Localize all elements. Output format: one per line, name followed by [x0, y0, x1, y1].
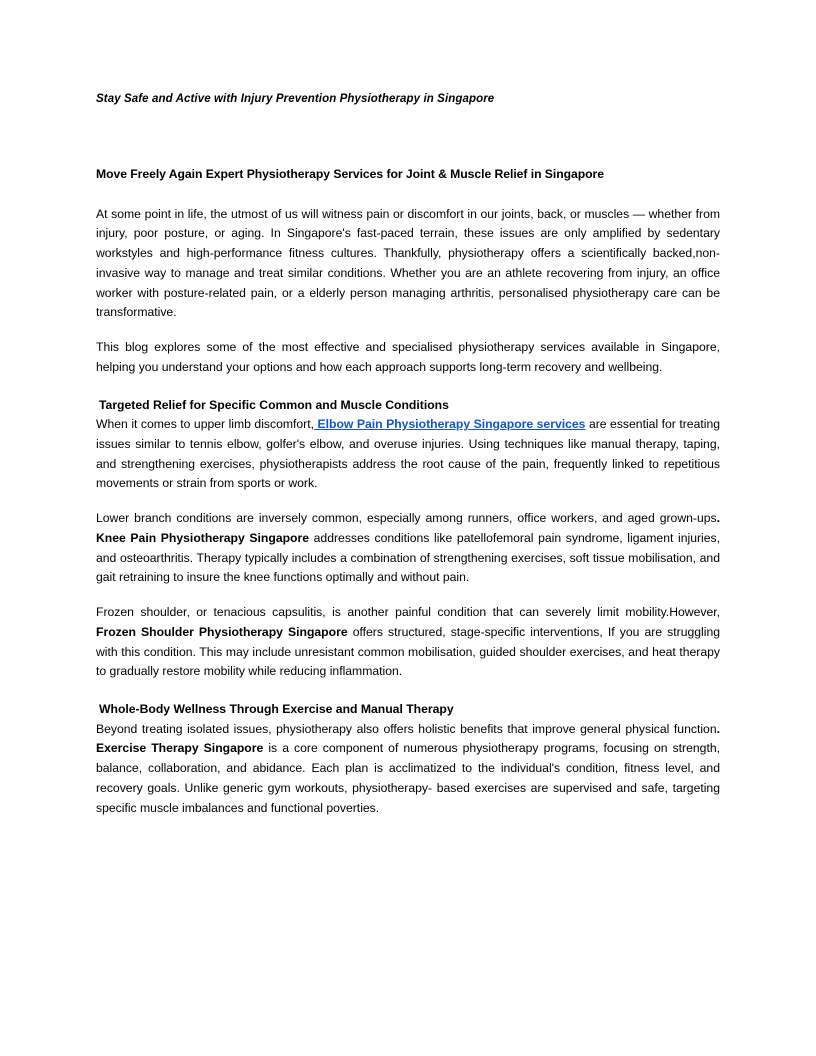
s2p1-text-after: is a core component of numerous physiotherapy programs, focusing on strength, balance, collaboration, and abidance. Each plan is acclimatized to the individual's condition, fitness level, and recovery goals. Unlike generic gym workouts, physiotherapy- based exercises are supervised and safe, targeting specific muscle imbalances and functional poverties.: [96, 741, 720, 815]
heading-spacer: [96, 183, 720, 205]
s2p1-text-before: Beyond treating isolated issues, physiotherapy also offers holistic benefits that improve general physical function: [96, 721, 717, 736]
s1p3-text-before: Frozen shoulder, or tenacious capsulitis, is another painful condition that can severely limit mobility.However,: [96, 605, 720, 620]
section-targeted-relief: [96, 396, 720, 682]
frozen-shoulder-physiotherapy-bold: Frozen Shoulder Physiotherapy Singapore: [96, 624, 348, 639]
document-title: Stay Safe and Active with Injury Prevention Physiotherapy in Singapore: [96, 93, 495, 105]
section-1-heading: Targeted Relief for Specific Common and Muscle Conditions: [99, 397, 449, 412]
title-spacer: [96, 108, 720, 166]
s1p2-text-before: Lower branch conditions are inversely common, especially among runners, office workers, and aged grown-ups: [96, 511, 717, 526]
s1p1-text-after: are essential for treating issues similar to tennis elbow, golfer's elbow, and overuse injuries. Using techniques like manual therapy, taping, and strengthening exercises, physiotherapists address the root cause of the pain, frequently linked to repetitious movements or strain from sports or work.: [96, 417, 720, 491]
s1p1-text-before: When it comes to upper limb discomfort,: [96, 417, 315, 432]
exercise-therapy-bold: . Exercise Therapy Singapore: [96, 721, 720, 756]
intro-paragraph-1: At some point in life, the utmost of us will witness pain or discomfort in our joints, back, or muscles — whether from injury, poor posture, or aging. In Singapore's fast-paced terrain, these issues are only amplified by sedentary workstyles and high-performance fitness cultures. Thankfully, physiotherapy offers a scientifically backed,non-invasive way to manage and treat similar conditions. Whether you are an athlete recovering from injury, an office worker with posture-related pain, or a elderly person managing arthritis, personalised physiotherapy care can be transformative.: [96, 206, 720, 320]
elbow-pain-physiotherapy-link[interactable]: Elbow Pain Physiotherapy Singapore services: [314, 417, 586, 432]
s1p3-text-after: offers structured, stage-specific interventions, If you are struggling with this condition. This may include unresistant common mobilisation, guided shoulder exercises, and heat therapy to gradually restore mobility while reducing inflammation.: [96, 624, 721, 679]
section-whole-body-wellness: [96, 700, 720, 818]
section-2-heading: Whole-Body Wellness Through Exercise and Manual Therapy: [99, 702, 454, 717]
section-2-paragraph-1: [96, 720, 720, 819]
section-1-paragraph-3: [96, 603, 720, 682]
intro-paragraph-2: This blog explores some of the most effective and specialised physiotherapy services available in Singapore, helping you understand your options and how each approach supports long-term recovery and wellbeing.: [96, 340, 720, 374]
section-1-paragraph-1: [96, 415, 720, 494]
knee-pain-physiotherapy-bold: . Knee Pain Physiotherapy Singapore: [96, 511, 720, 545]
section-1-paragraph-2: [96, 509, 720, 588]
main-heading: Move Freely Again Expert Physiotherapy Services for Joint & Muscle Relief in Singapore: [96, 166, 604, 181]
s1p2-text-after: addresses conditions like patellofemoral pain syndrome, ligament injuries, and osteoarthritis. Therapy typically includes a combination of strengthening exercises, soft tissue mobilisation, and gait retraining to insure the knee functions optimally and without pain.: [96, 530, 720, 585]
